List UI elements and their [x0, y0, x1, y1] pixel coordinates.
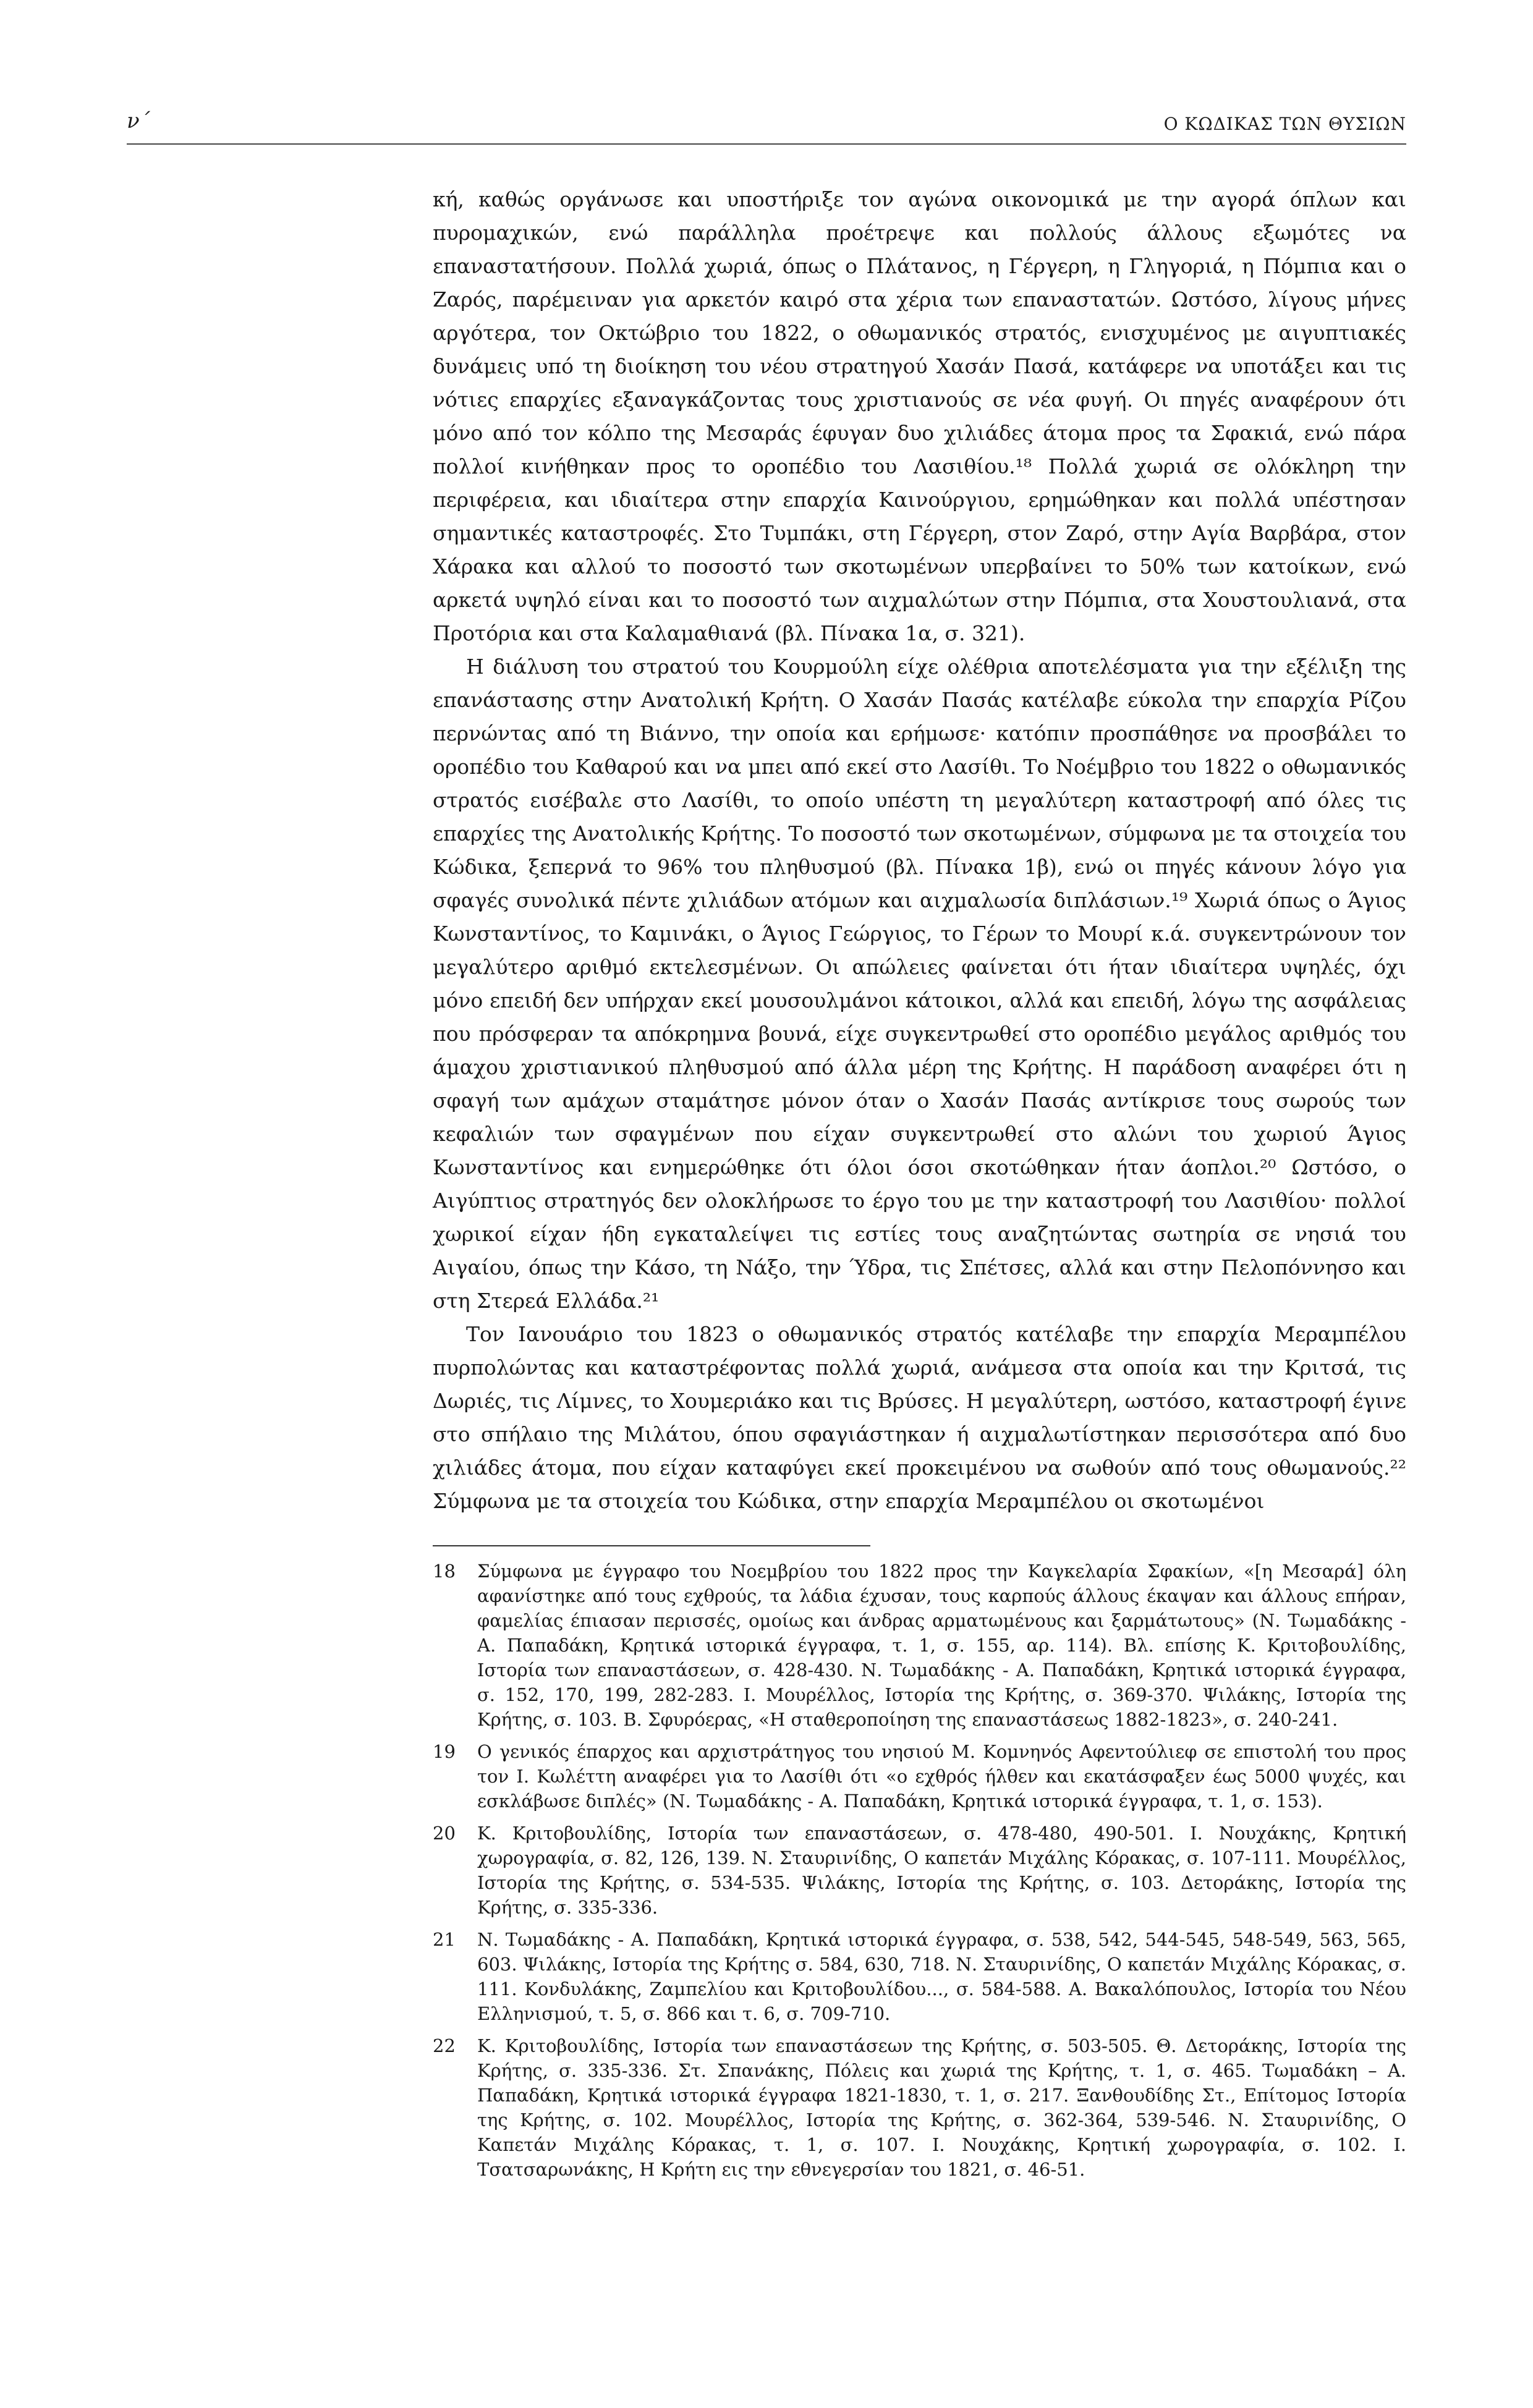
- footnote-text: Ν. Τωμαδάκης - Α. Παπαδάκη, Κρητικά ιστορικά έγγραφα, σ. 538, 542, 544-545, 548-549, 563, 565, 603. Ψιλάκης, Ιστορία της Κρήτης σ. 584, 630, 718. Ν. Σταυρινίδης, Ο καπετάν Μιχάλης Κόρακας, σ. 111. Κονδυλάκης, Ζαμπελίου και Κριτοβουλίδου..., σ. 584-588. Α. Βακαλόπουλος, Ιστορία του Νέου Ελληνισμού, τ. 5, σ. 866 και τ. 6, σ. 709-710.: [477, 1929, 1406, 2024]
- footnote-rule: [433, 1545, 870, 1546]
- footnote-number: 19: [433, 1741, 456, 1762]
- footnote-number: 20: [433, 1823, 456, 1844]
- paragraph: Η διάλυση του στρατού του Κουρμούλη είχε ολέθρια αποτελέσματα για την εξέλιξη της επανάστασης στην Ανατολική Κρήτη. Ο Χασάν Πασάς κατέλαβε εύκολα την επαρχία Ρίζου περνώντας από τη Βιάννο, την οποία και ερήμωσε· κατόπιν προσπάθησε να προσβάλει το οροπέδιο του Καθαρού και να μπει από εκεί στο Λασίθι. Το Νοέμβριο του 1822 ο οθωμανικός στρατός εισέβαλε στο Λασίθι, το οποίο υπέστη τη μεγαλύτερη καταστροφή από όλες τις επαρχίες της Ανατολικής Κρήτης. Το ποσοστό των σκοτωμένων, σύμφωνα με τα στοιχεία του Κώδικα, ξεπερνά το 96% του πληθυσμού (βλ. Πίνακα 1β), ενώ οι πηγές κάνουν λόγο για σφαγές συνολικά πέντε χιλιάδων ατόμων και αιχμαλωσία διπλάσιων.¹⁹ Χωριά όπως ο Άγιος Κωνσταντίνος, το Καμινάκι, ο Άγιος Γεώργιος, το Γέρων το Μουρί κ.ά. συγκεντρώνουν τον μεγαλύτερο αριθμό εκτελεσμένων. Οι απώλειες φαίνεται ότι ήταν ιδιαίτερα υψηλές, όχι μόνο επειδή δεν υπήρχαν εκεί μουσουλμάνοι κάτοικοι, αλλά και επειδή, λόγω της ασφάλειας που πρόσφεραν τα απόκρημνα βουνά, είχε συγκεντρωθεί στο οροπέδιο μεγάλος αριθμός του άμαχου χριστιανικού πληθυσμού από άλλα μέρη της Κρήτης. Η παράδοση αναφέρει ότι η σφαγή των αμάχων σταμάτησε μόνον όταν ο Χασάν Πασάς αντίκρισε τους σωρούς των κεφαλιών των σφαγμένων που είχαν συγκεντρωθεί στο αλώνι του χωριού Άγιος Κωνσταντίνος και ενημερώθηκε ότι όλοι όσοι σκοτώθηκαν ήταν άοπλοι.²⁰ Ωστόσο, ο Αιγύπτιος στρατηγός δεν ολοκλήρωσε το έργο του με την καταστροφή του Λασιθίου· πολλοί χωρικοί είχαν ήδη εγκαταλείψει τις εστίες τους αναζητώντας σωτηρία σε νησιά του Αιγαίου, όπως την Κάσο, τη Νάξο, την Ύδρα, τις Σπέτσες, αλλά και στην Πελοπόννησο και στη Στερεά Ελλάδα.²¹: [433, 655, 1406, 1313]
- page-number: ν΄: [127, 109, 150, 134]
- footnote: [433, 1559, 1406, 1732]
- footnotes: [433, 1559, 1406, 2189]
- header-rule: [127, 143, 1406, 145]
- page-header: [127, 105, 1406, 142]
- footnote-text: Κ. Κριτοβουλίδης, Ιστορία των επαναστάσεων, σ. 478-480, 490-501. Ι. Νουχάκης, Κρητική χωρογραφία, σ. 82, 126, 139. Ν. Σταυρινίδης, Ο καπετάν Μιχάλης Κόρακας, σ. 107-111. Μουρέλλος, Ιστορία της Κρήτης, σ. 534-535. Ψιλάκης, Ιστορία της Κρήτης, σ. 103. Δετοράκης, Ιστορία της Κρήτης, σ. 335-336.: [477, 1823, 1406, 1918]
- main-text: [433, 183, 1406, 1518]
- paragraph: κή, καθώς οργάνωσε και υποστήριξε τον αγώνα οικονομικά με την αγορά όπλων και πυρομαχικών, ενώ παράλληλα προέτρεψε και πολλούς άλλους εξωμότες να επαναστατήσουν. Πολλά χωριά, όπως ο Πλάτανος, η Γέργερη, η Γληγοριά, η Πόμπια και ο Ζαρός, παρέμειναν για αρκετόν καιρό στα χέρια των επαναστατών. Ωστόσο, λίγους μήνες αργότερα, τον Οκτώβριο του 1822, ο οθωμανικός στρατός, ενισχυμένος με αιγυπτιακές δυνάμεις υπό τη διοίκηση του νέου στρατηγού Χασάν Πασά, κατάφερε να υποτάξει και τις νότιες επαρχίες εξαναγκάζοντας τους χριστιανούς σε νέα φυγή. Οι πηγές αναφέρουν ότι μόνο από τον κόλπο της Μεσαράς έφυγαν δυο χιλιάδες άτομα προς τα Σφακιά, ενώ πάρα πολλοί κινήθηκαν προς το οροπέδιο του Λασιθίου.¹⁸ Πολλά χωριά σε ολόκληρη την περιφέρεια, και ιδιαίτερα στην επαρχία Καινούργιου, ερημώθηκαν και πολλά υπέστησαν σημαντικές καταστροφές. Στο Τυμπάκι, στη Γέργερη, στον Ζαρό, στην Αγία Βαρβάρα, στον Χάρακα και αλλού το ποσοστό των σκοτωμένων υπερβαίνει το 50% των κατοίκων, ενώ αρκετά υψηλό είναι και το ποσοστό των αιχμαλώτων στην Πόμπια, στα Χουστουλιανά, στα Προτόρια και στα Καλαμαθιανά (βλ. Πίνακα 1α, σ. 321).: [433, 187, 1406, 645]
- footnote: [433, 1927, 1406, 2026]
- footnote-text: Σύμφωνα με έγγραφο του Νοεμβρίου του 1822 προς την Καγκελαρία Σφακίων, «[η Μεσαρά] όλη αφανίστηκε από τους εχθρούς, τα λάδια έχυσαν, τους καρπούς άλλους έκαψαν και άλλους επήραν, φαμελίας έπιασαν περισσές, ομοίως και άνδρας αρματωμένους και ξαρμάτωτους» (Ν. Τωμαδάκης - Α. Παπαδάκη, Κρητικά ιστορικά έγγραφα, τ. 1, σ. 155, αρ. 114). Βλ. επίσης Κ. Κριτοβουλίδης, Ιστορία των επαναστάσεων, σ. 428-430. Ν. Τωμαδάκης - Α. Παπαδάκη, Κρητικά ιστορικά έγγραφα, σ. 152, 170, 199, 282-283. Ι. Μουρέλλος, Ιστορία της Κρήτης, σ. 369-370. Ψιλάκης, Ιστορία της Κρήτης, σ. 103. Β. Σφυρόερας, «Η σταθεροποίηση της επαναστάσεως 1882-1823», σ. 240-241.: [477, 1561, 1406, 1730]
- footnote-number: 21: [433, 1929, 456, 1950]
- running-head: Ο ΚΩΔΙΚΑΣ ΤΩΝ ΘΥΣΙΩΝ: [1163, 114, 1406, 134]
- footnote-text: Κ. Κριτοβουλίδης, Ιστορία των επαναστάσεων της Κρήτης, σ. 503-505. Θ. Δετοράκης, Ιστορία της Κρήτης, σ. 335-336. Στ. Σπανάκης, Πόλεις και χωριά της Κρήτης, τ. 1, σ. 465. Τωμαδάκη – Α. Παπαδάκη, Κρητικά ιστορικά έγγραφα 1821-1830, τ. 1, σ. 217. Ξανθουδίδης Στ., Επίτομος Ιστορία της Κρήτης, σ. 102. Μουρέλλος, Ιστορία της Κρήτης, σ. 362-364, 539-546. Ν. Σταυρινίδης, Ο Καπετάν Μιχάλης Κόρακας, τ. 1, σ. 107. Ι. Νουχάκης, Κρητική χωρογραφία, σ. 102. Ι. Τσατσαρωνάκης, Η Κρήτη εις την εθνεγερσίαν του 1821, σ. 46-51.: [477, 2035, 1406, 2180]
- footnote-number: 18: [433, 1561, 456, 1582]
- footnote: [433, 1739, 1406, 1813]
- footnote: [433, 1821, 1406, 1920]
- footnote-text: Ο γενικός έπαρχος και αρχιστράτηγος του νησιού Μ. Κομνηνός Αφεντούλιεφ σε επιστολή του προς τον Ι. Κωλέττη αναφέρει για το Λασίθι ότι «ο εχθρός ήλθεν και εκατάσφαξεν έως 5000 ψυχές, και εσκλάβωσε διπλές» (Ν. Τωμαδάκης - Α. Παπαδάκη, Κρητικά ιστορικά έγγραφα, τ. 1, σ. 153).: [477, 1741, 1406, 1812]
- paragraph: Τον Ιανουάριο του 1823 ο οθωμανικός στρατός κατέλαβε την επαρχία Μεραμπέλου πυρπολώντας και καταστρέφοντας πολλά χωριά, ανάμεσα στα οποία και την Κριτσά, τις Δωριές, τις Λίμνες, το Χουμεριάκο και τις Βρύσες. Η μεγαλύτερη, ωστόσο, καταστροφή έγινε στο σπήλαιο της Μιλάτου, όπου σφαγιάστηκαν ή αιχμαλωτίστηκαν περισσότερα από δυο χιλιάδες άτομα, που είχαν καταφύγει εκεί προκειμένου να σωθούν από τους οθωμανούς.²² Σύμφωνα με τα στοιχεία του Κώδικα, στην επαρχία Μεραμπέλου οι σκοτωμένοι: [433, 1322, 1406, 1513]
- footnote-number: 22: [433, 2035, 456, 2056]
- footnote: [433, 2033, 1406, 2182]
